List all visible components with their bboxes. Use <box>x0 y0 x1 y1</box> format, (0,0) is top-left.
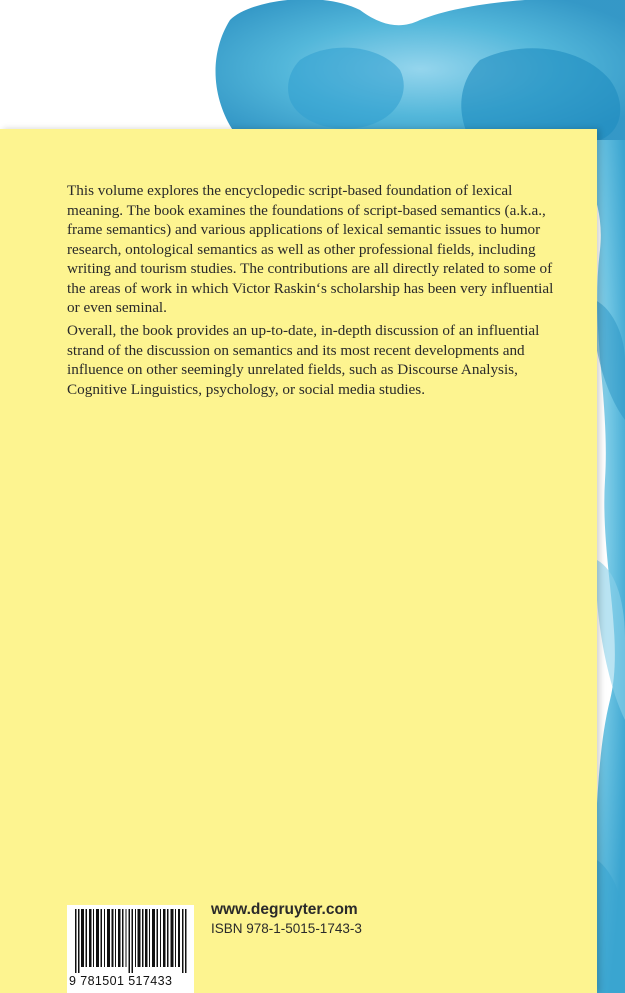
description-paragraph-1: This volume explores the encyclopedic script-based foundation of lexical meaning. The book examines the foundations of script-based semantics (a.k.a., frame semantics) and various applications of lexical semantic issues to humor research, ontological semantics as well as other professional fields, including writing and tourism studies. The contributions are all directly related to some of the areas of work in which Victor Raskin‘s scholarship has been very influential or even seminal. <box>67 182 554 316</box>
barcode-icon <box>75 909 189 973</box>
description-paragraph-2: Overall, the book provides an up-to-date, in-depth discussion of an influential strand of the discussion on semantics and its most recent developments and influence on other seemingly unrelated fields, such as Discourse Analysis, Cognitive Linguistics, psychology, or social media studies. <box>67 322 540 398</box>
isbn-barcode <box>67 905 194 993</box>
barcode-digits: 9 781501 517433 <box>69 974 173 988</box>
back-cover-panel <box>0 129 597 993</box>
publisher-website: www.degruyter.com <box>211 901 358 918</box>
isbn-number: ISBN 978-1-5015-1743-3 <box>211 921 362 936</box>
